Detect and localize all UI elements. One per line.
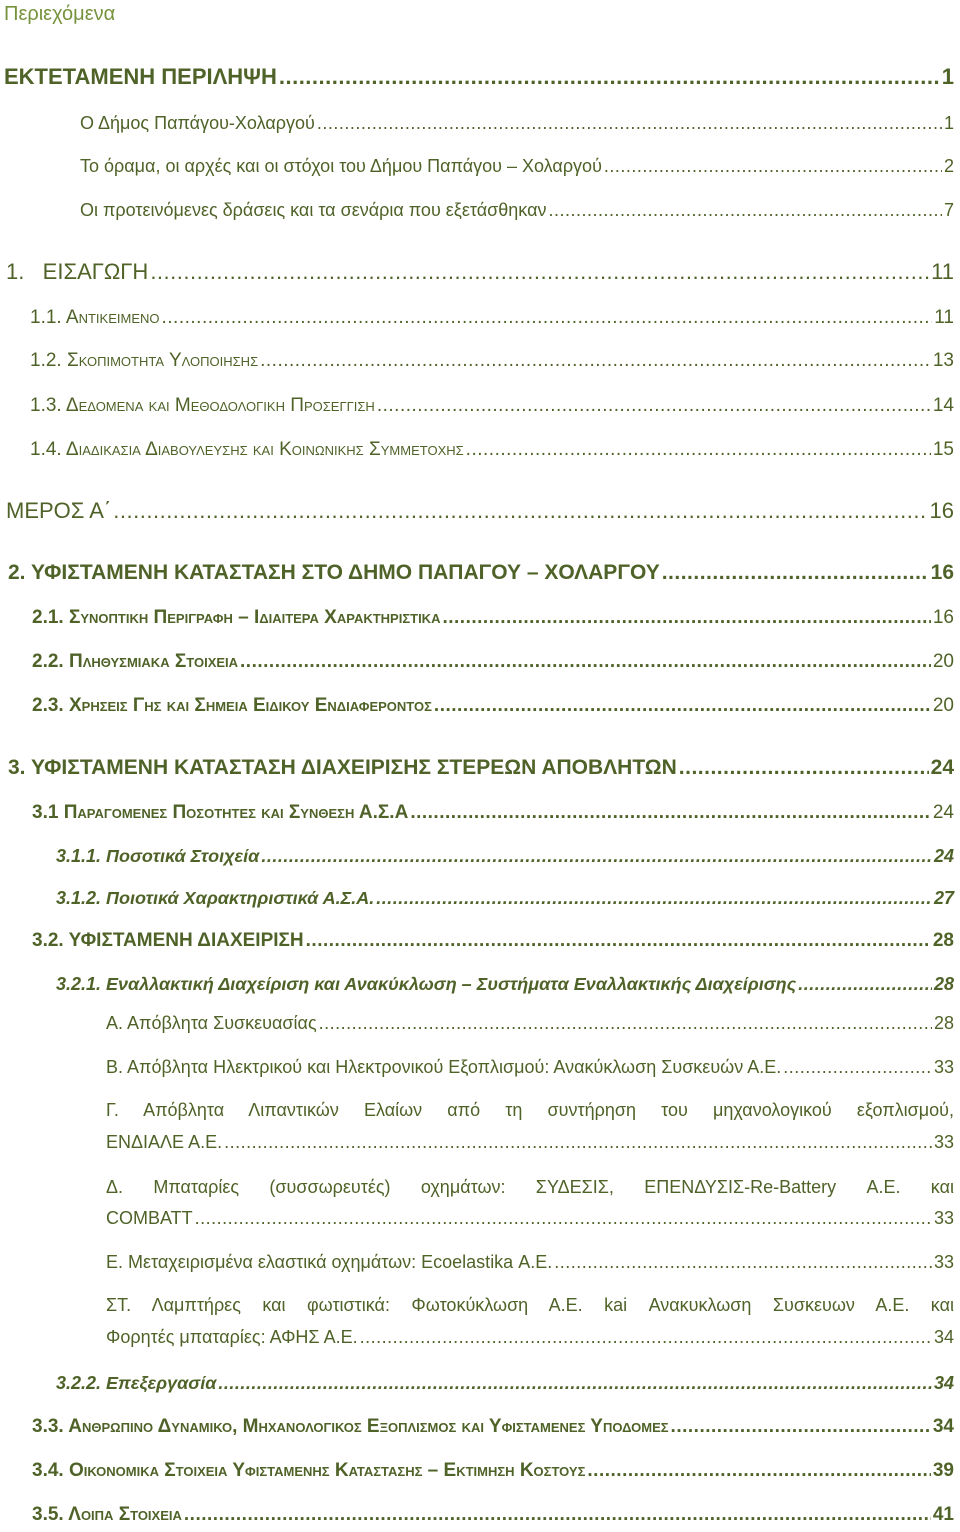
toc-entry[interactable] bbox=[32, 607, 954, 629]
toc-entry-label: Το όραμα, οι αρχές και οι στόχοι του Δήμου Παπάγου – Χολαργού bbox=[80, 156, 602, 176]
toc-entry-page: 7 bbox=[943, 200, 954, 220]
dot-leader bbox=[434, 695, 931, 717]
toc-entry[interactable] bbox=[106, 1208, 954, 1229]
toc-entry-label: 1.3. Δεδομενα και Μεθοδολογικη Προσεγγιση bbox=[30, 395, 375, 416]
toc-entry-page: 24 bbox=[932, 802, 954, 823]
toc-entry[interactable] bbox=[80, 156, 954, 177]
toc-entry-page: 39 bbox=[932, 1460, 954, 1481]
toc-entry[interactable] bbox=[106, 1327, 954, 1348]
toc-entry-page: 20 bbox=[932, 651, 954, 672]
dot-leader bbox=[662, 561, 929, 585]
toc-entry-label: 3.2.2. Επεξεργασία bbox=[56, 1373, 217, 1393]
toc-entry-label: COMBATT bbox=[106, 1208, 193, 1228]
dot-leader bbox=[671, 1416, 931, 1438]
dot-leader bbox=[306, 930, 931, 952]
toc-entry-page: 24 bbox=[930, 756, 954, 779]
toc-entry-page: 27 bbox=[933, 888, 954, 908]
toc-entry[interactable] bbox=[6, 259, 954, 285]
toc-entry[interactable] bbox=[32, 695, 954, 717]
dot-leader bbox=[377, 395, 931, 417]
toc-entry-label: 2. ΥΦΙΣΤΑΜΕΝΗ ΚΑΤΑΣΤΑΣΗ ΣΤΟ ΔΗΜΟ ΠΑΠΑΓΟΥ – ΧΟΛΑΡΓΟΥ bbox=[8, 561, 660, 584]
toc-entry-label: Α. Απόβλητα Συσκευασίας bbox=[106, 1013, 317, 1033]
dot-leader bbox=[150, 259, 929, 285]
dot-leader bbox=[279, 64, 940, 90]
toc-entry[interactable] bbox=[106, 1013, 954, 1034]
toc-entry[interactable] bbox=[80, 113, 954, 134]
toc-entry-label: Ε. Μεταχειρισμένα ελαστικά οχημάτων: Ecoelastika Α.Ε. bbox=[106, 1252, 553, 1272]
toc-entry-label: 3.5. Λοιπα Στοιχεια bbox=[32, 1504, 182, 1525]
toc-entry[interactable] bbox=[106, 1252, 954, 1273]
toc-entry-page: 13 bbox=[932, 350, 954, 371]
toc-entry-page: 33 bbox=[933, 1132, 954, 1152]
toc-entry[interactable] bbox=[32, 1504, 954, 1526]
toc-entry[interactable] bbox=[32, 802, 954, 824]
toc-entry-label: 3.1.1. Ποσοτικά Στοιχεία bbox=[56, 846, 260, 866]
toc-title: Περιεχόμενα bbox=[4, 3, 116, 25]
toc-entry-page: 33 bbox=[933, 1252, 954, 1272]
toc-entry-label: 2.3. Χρησεις Γης και Σημεια Ειδικου Ενδιαφεροντος bbox=[32, 695, 432, 716]
toc-entry[interactable] bbox=[80, 200, 954, 221]
toc-entry-label: 3.4. Οικονομικα Στοιχεια Υφισταμενης Καταστασης – Εκτιμηση Κοστους bbox=[32, 1460, 586, 1481]
toc-entry-label: 3.1.2. Ποιοτικά Χαρακτηριστικά Α.Σ.Α. bbox=[56, 888, 375, 908]
dot-leader bbox=[604, 156, 942, 177]
toc-entry[interactable] bbox=[56, 974, 954, 995]
dot-leader bbox=[587, 1460, 930, 1482]
dot-leader bbox=[679, 756, 929, 780]
toc-entry-first-line: ΣΤ. Λαμπτήρες και φωτιστικά: Φωτοκύκλωση Α.Ε. kai Ανακυκλωση Συσκευων Α.Ε. και bbox=[106, 1295, 954, 1315]
toc-entry-label: ΕΝΔΙΑΛΕ Α.Ε. bbox=[106, 1132, 223, 1152]
dot-leader bbox=[260, 350, 931, 372]
toc-entry-first-line: Δ. Μπαταρίες (συσσωρευτές) οχημάτων: ΣΥΔΕΣΙΣ, ΕΠΕΝΔΥΣΙΣ-Re-Battery Α.Ε. και bbox=[106, 1177, 954, 1197]
dot-leader bbox=[442, 607, 930, 629]
toc-entry-page: 34 bbox=[932, 1416, 954, 1437]
dot-leader bbox=[466, 439, 931, 461]
toc-entry-label: Φορητές μπαταρίες: ΑΦΗΣ Α.Ε. bbox=[106, 1327, 358, 1347]
toc-entry-label: 2.1. Συνοπτικη Περιγραφη – Ιδιαιτερα Χαρακτηριστικα bbox=[32, 607, 441, 628]
toc-entry[interactable] bbox=[32, 1460, 954, 1482]
toc-entry-page: 16 bbox=[932, 607, 954, 628]
toc-entry[interactable] bbox=[56, 888, 954, 909]
toc-entry-page: 15 bbox=[932, 439, 954, 460]
toc-entry-page: 28 bbox=[932, 930, 954, 951]
toc-entry-label: Οι προτεινόμενες δράσεις και τα σενάρια που εξετάσθηκαν bbox=[80, 200, 547, 220]
toc-entry-page: 11 bbox=[931, 259, 954, 284]
dot-leader bbox=[410, 802, 931, 824]
dot-leader bbox=[261, 846, 932, 867]
dot-leader bbox=[548, 200, 942, 221]
toc-entry-first-line: Γ. Απόβλητα Λιπαντικών Ελαίων από τη συντήρηση του μηχανολογικού εξοπλισμού, bbox=[106, 1100, 954, 1120]
dot-leader bbox=[195, 1208, 932, 1229]
toc-entry[interactable] bbox=[30, 395, 954, 417]
toc-entry-page: 28 bbox=[933, 974, 954, 994]
toc-entry[interactable] bbox=[32, 651, 954, 673]
toc-entry-page: 41 bbox=[932, 1504, 954, 1525]
toc-entry-page: 34 bbox=[933, 1327, 954, 1347]
toc-entry-label: 3.2.1. Εναλλακτική Διαχείριση και Ανακύκλωση – Συστήματα Εναλλακτικής Διαχείρισης bbox=[56, 974, 797, 994]
dot-leader bbox=[317, 113, 942, 134]
dot-leader bbox=[184, 1504, 931, 1526]
dot-leader bbox=[783, 1057, 932, 1078]
toc-entry[interactable] bbox=[32, 1416, 954, 1438]
dot-leader bbox=[162, 307, 933, 329]
toc-entry-page: 1 bbox=[943, 113, 954, 133]
toc-entry[interactable] bbox=[6, 498, 954, 524]
dot-leader bbox=[218, 1373, 932, 1394]
toc-entry[interactable] bbox=[32, 930, 954, 952]
toc-entry-page: 16 bbox=[930, 561, 954, 584]
toc-entry-page: 24 bbox=[933, 846, 954, 866]
toc-entry-page: 20 bbox=[932, 695, 954, 716]
toc-entry[interactable] bbox=[30, 439, 954, 461]
toc-entry[interactable] bbox=[8, 561, 954, 585]
toc-entry[interactable] bbox=[56, 846, 954, 867]
toc-entry-label: 1. ΕΙΣΑΓΩΓΗ bbox=[6, 259, 149, 284]
toc-entry-label: ΜΕΡΟΣ Α΄ bbox=[6, 498, 112, 523]
dot-leader bbox=[798, 974, 932, 995]
toc-entry-label: 3.1 Παραγομενες Ποσοτητες και Συνθεση Α.Σ.Α bbox=[32, 802, 409, 823]
toc-entry-page: 33 bbox=[933, 1208, 954, 1228]
toc-entry-page: 16 bbox=[929, 498, 954, 523]
toc-entry-label: 2.2. Πληθυσμιακα Στοιχεια bbox=[32, 651, 239, 672]
toc-entry[interactable] bbox=[106, 1132, 954, 1153]
toc-entry-page: 28 bbox=[933, 1013, 954, 1033]
toc-entry-label: Ο Δήμος Παπάγου-Χολαργού bbox=[80, 113, 315, 133]
dot-leader bbox=[240, 651, 931, 673]
toc-entry-page: 14 bbox=[932, 395, 954, 416]
toc-entry-page: 11 bbox=[934, 307, 954, 328]
toc-entry-label: 3.3. Ανθρωπινο Δυναμικο, Μηχανολογικος Εξοπλισμος και Υφισταμενες Υποδομες bbox=[32, 1416, 669, 1437]
toc-entry[interactable] bbox=[106, 1057, 954, 1078]
toc-entry-page: 34 bbox=[933, 1373, 954, 1393]
toc-entry[interactable] bbox=[56, 1373, 954, 1394]
dot-leader bbox=[113, 498, 927, 524]
toc-entry-page: 1 bbox=[941, 64, 954, 89]
toc-entry[interactable] bbox=[30, 307, 954, 329]
toc-entry-label: 1.1. Αντικειμενο bbox=[30, 307, 160, 328]
toc-entry-page: 33 bbox=[933, 1057, 954, 1077]
toc-entry[interactable] bbox=[8, 756, 954, 780]
dot-leader bbox=[319, 1013, 932, 1034]
toc-entry-label: ΕΚΤΕΤΑΜΕΝΗ ΠΕΡΙΛΗΨΗ bbox=[4, 64, 277, 89]
toc-entry-label: 1.4. Διαδικασια Διαβουλευσης και Κοινωνικης Συμμετοχης bbox=[30, 439, 464, 460]
dot-leader bbox=[376, 888, 932, 909]
dot-leader bbox=[224, 1132, 932, 1153]
toc-entry[interactable] bbox=[30, 350, 954, 372]
toc-entry-page: 2 bbox=[943, 156, 954, 176]
dot-leader bbox=[360, 1327, 932, 1348]
toc-entry-label: Β. Απόβλητα Ηλεκτρικού και Ηλεκτρονικού Εξοπλισμού: Ανακύκλωση Συσκευών Α.Ε. bbox=[106, 1057, 782, 1077]
toc-entry-label: 1.2. Σκοπιμοτητα Υλοποιησης bbox=[30, 350, 259, 371]
toc-entry[interactable] bbox=[4, 64, 954, 90]
dot-leader bbox=[554, 1252, 932, 1273]
toc-entry-label: 3. ΥΦΙΣΤΑΜΕΝΗ ΚΑΤΑΣΤΑΣΗ ΔΙΑΧΕΙΡΙΣΗΣ ΣΤΕΡΕΩΝ ΑΠΟΒΛΗΤΩΝ bbox=[8, 756, 677, 779]
toc-entry-label: 3.2. ΥΦΙΣΤΑΜΕΝΗ ΔΙΑΧΕΙΡΙΣΗ bbox=[32, 930, 304, 951]
